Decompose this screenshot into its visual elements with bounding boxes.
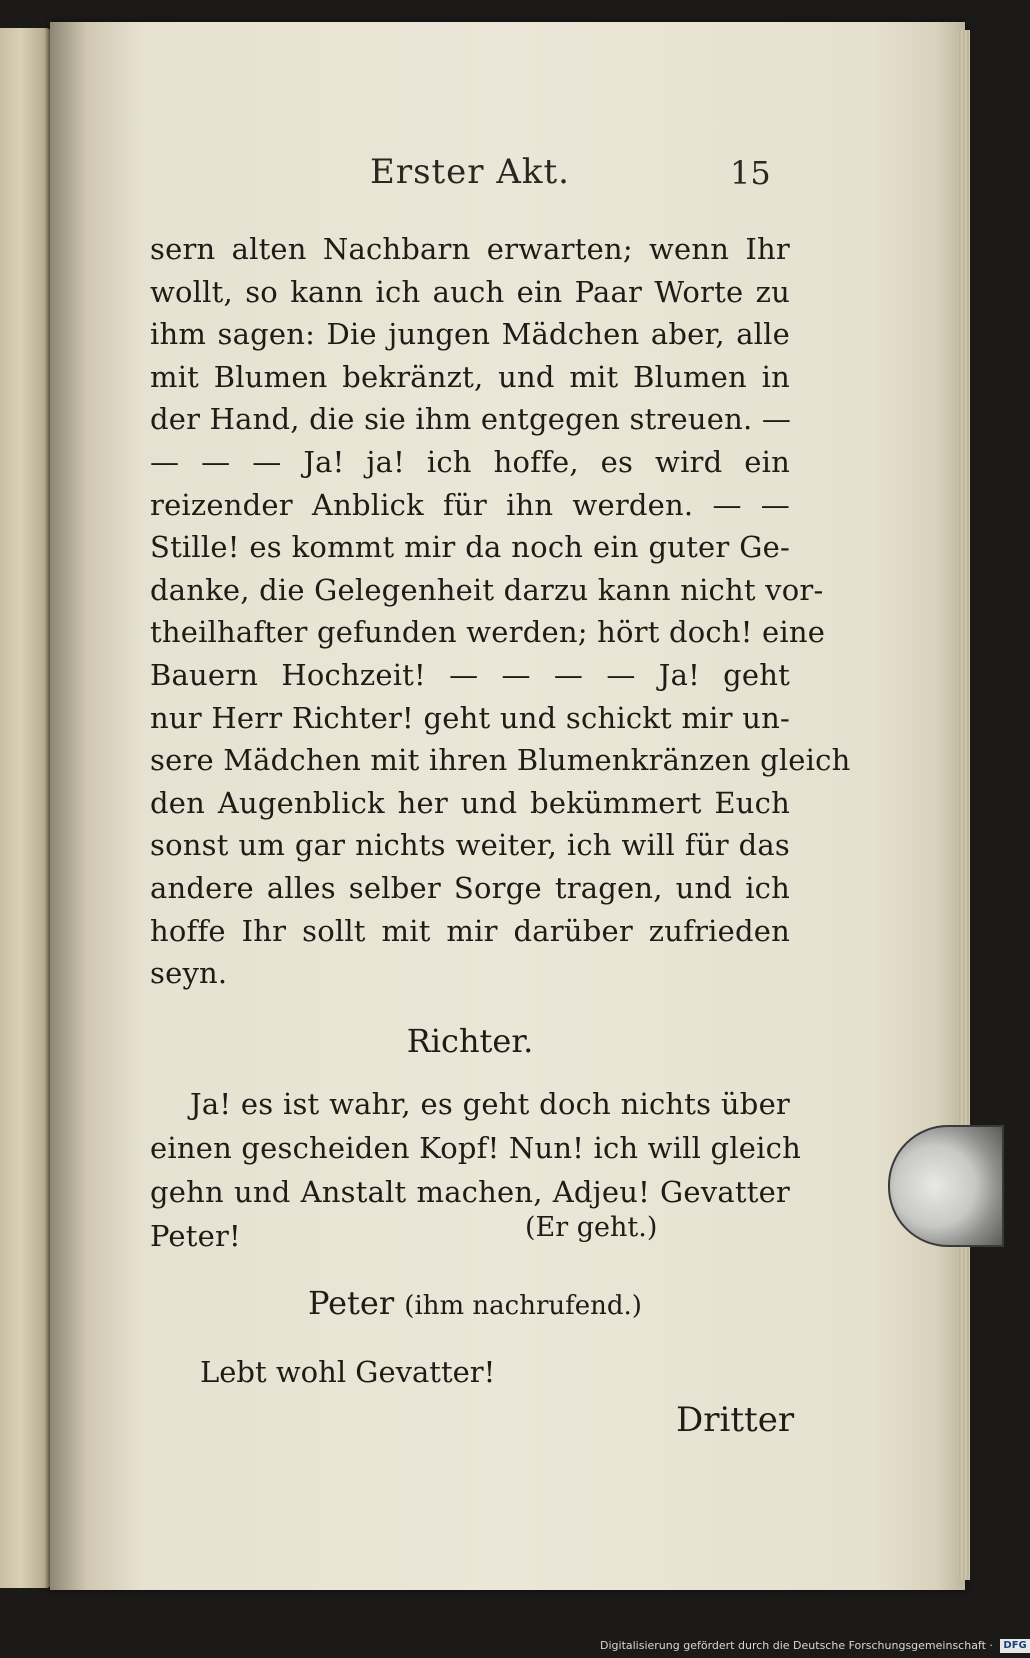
credit-text: Digitalisierung gefördert durch die Deutsche Forschungsgemeinschaft · xyxy=(600,1639,993,1652)
text-line: Ja! es ist wahr, es geht doch nichts über xyxy=(190,1087,790,1121)
text-line: Peter! xyxy=(150,1219,241,1253)
text-line: sern alten Nachbarn erwarten; wenn Ihr xyxy=(150,232,790,266)
text-line: sonst um gar nichts weiter, ich will für das xyxy=(150,828,790,863)
left-page-edge xyxy=(0,28,52,1588)
text-line: nur Herr Richter! geht und schickt mir un- xyxy=(150,700,790,735)
page-number: 15 xyxy=(730,154,771,192)
text-line: ihm sagen: Die jungen Mädchen aber, alle xyxy=(150,317,790,352)
page-stack-edge xyxy=(958,30,970,1580)
text-line: hoffe Ihr sollt mit mir darüber zufrieden xyxy=(150,913,790,948)
text-line: — — — Ja! ja! ich hoffe, es wird ein xyxy=(150,444,790,479)
stage-direction: (ihm nachrufend.) xyxy=(404,1291,642,1321)
text-line: einen gescheiden Kopf! Nun! ich will gleich xyxy=(150,1131,801,1165)
speech-block xyxy=(150,1082,801,1258)
text-line: danke, die Gelegenheit darzu kann nicht vor- xyxy=(150,572,824,607)
page-clip xyxy=(888,1125,1004,1247)
text-line: reizender Anblick für ihn werden. — — xyxy=(150,487,790,522)
text-line: Lebt wohl Gevatter! xyxy=(200,1355,496,1389)
text-line: andere alles selber Sorge tragen, und ich xyxy=(150,870,790,905)
running-head: Erster Akt. xyxy=(370,152,570,192)
text-line: Stille! es kommt mir da noch ein guter Ge- xyxy=(150,530,790,565)
text-line: den Augenblick her und bekümmert Euch xyxy=(150,785,790,820)
body-text xyxy=(150,228,851,995)
text-line: Bauern Hochzeit! — — — — Ja! geht xyxy=(150,657,790,692)
text-line: mit Blumen bekränzt, und mit Blumen in xyxy=(150,359,790,394)
text-line: sere Mädchen mit ihren Blumenkränzen gleich xyxy=(150,743,851,778)
speaker-name: Richter. xyxy=(406,1022,534,1060)
speech-block xyxy=(200,1350,840,1394)
catchword: Dritter xyxy=(676,1400,795,1440)
speaker-name xyxy=(160,1284,642,1322)
digitization-credit xyxy=(600,1634,1027,1658)
stage-direction: (Er geht.) xyxy=(525,1212,658,1243)
text-line: theilhafter gefunden werden; hört doch! eine xyxy=(150,615,826,650)
dfg-logo: DFG xyxy=(1000,1639,1029,1653)
text-line: seyn. xyxy=(150,956,228,991)
page-header xyxy=(50,140,930,200)
text-line: wollt, so kann ich auch ein Paar Worte zu xyxy=(150,274,790,309)
speaker-label: Peter xyxy=(308,1284,395,1322)
text-line: der Hand, die sie ihm entgegen streuen. — xyxy=(150,402,792,437)
text-line: gehn und Anstalt machen, Adjeu! Gevatter xyxy=(150,1175,790,1209)
